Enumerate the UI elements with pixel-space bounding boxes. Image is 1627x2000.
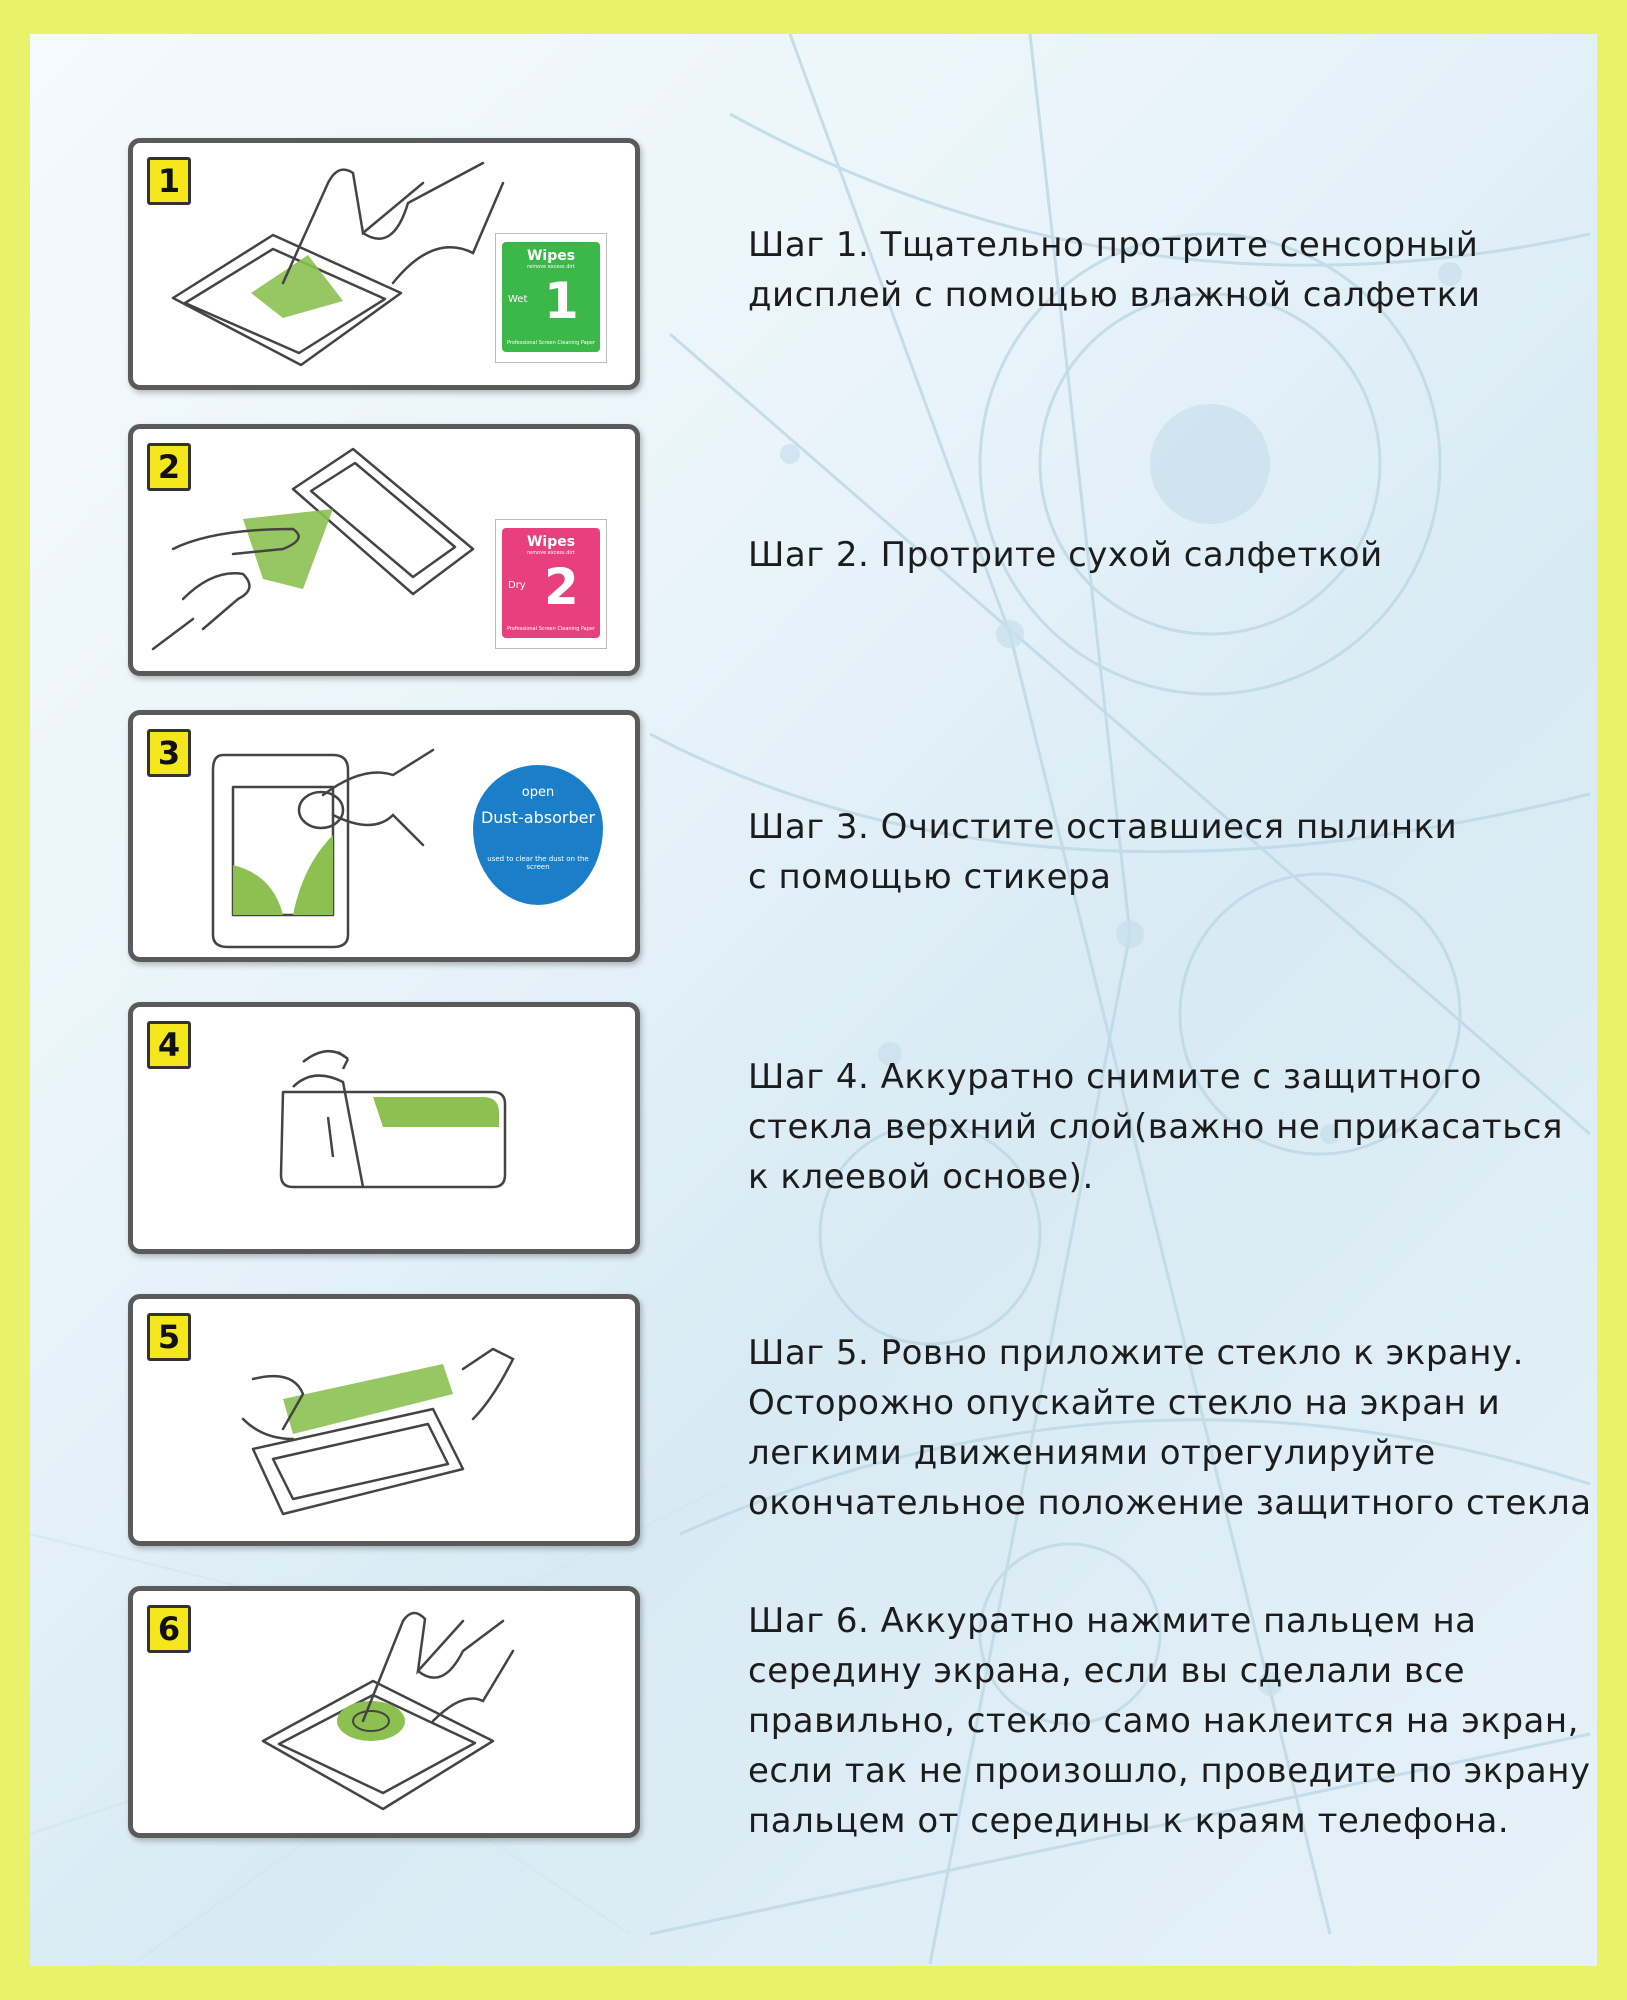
wet-wipe-icon [251,255,343,318]
package-subtitle: remove excess dirt [527,264,575,270]
sticker-footer: used to clear the dust on the screen [487,855,589,871]
page-frame [30,34,1597,1966]
step-1-card [128,138,640,390]
package-digit: 2 [544,558,579,616]
apply-glass-illustration [133,1299,635,1541]
step-3-card [128,710,640,962]
step-1-text: Шаг 1. Тщательно протрите сенсорный дисплей с помощью влажной салфетки [748,225,1481,315]
package-footer: Professional Screen Cleaning Paper [506,340,596,346]
step-4-text: Шаг 4. Аккуратно снимите с защитного стекла верхний слой(важно не прикасаться к клеевой основе). [748,1057,1563,1197]
press-area-icon [337,1701,405,1741]
step-3-badge: 3 [147,729,191,777]
step-4-badge: 4 [147,1021,191,1069]
step-4-card [128,1002,640,1254]
package-title: Wipes [526,248,576,264]
dry-wipes-package-icon [495,519,607,649]
package-digit: 1 [544,272,579,330]
package-kind: Wet [508,294,528,305]
dust-sticker-icon [299,792,343,828]
step-6-card [128,1586,640,1838]
peel-film-illustration [133,1007,635,1249]
sticker-open-label: open [521,785,555,800]
step-3-text: Шаг 3. Очистите оставшиеся пылинки с помощью стикера [748,807,1458,897]
package-kind: Dry [508,580,526,591]
step-1-badge: 1 [147,157,191,205]
wet-wipes-package-icon [495,233,607,363]
step-5-card [128,1294,640,1546]
step-6-badge: 6 [147,1605,191,1653]
package-subtitle: remove excess dirt [527,550,575,556]
sticker-title: Dust-absorber [480,808,596,827]
step-2-text: Шаг 2. Протрите сухой салфеткой [748,535,1383,575]
package-footer: Professional Screen Cleaning Paper [506,626,596,632]
step-5-text: Шаг 5. Ровно приложите стекло к экрану. Осторожно опускайте стекло на экран и легкими движениями отрегулируйте окончательное положение защитного стекла [748,1333,1592,1523]
dry-wipe-icon [243,509,333,589]
step-2-badge: 2 [147,443,191,491]
step-2-card [128,424,640,676]
press-center-illustration [133,1591,635,1833]
step-6-text: Шаг 6. Аккуратно нажмите пальцем на середину экрана, если вы сделали все правильно, стекло само наклеится на экран, если так не произошло, проведите по экрану пальцем от середины к краям телефона. [748,1601,1591,1841]
package-title: Wipes [526,534,576,550]
step-5-badge: 5 [147,1313,191,1361]
